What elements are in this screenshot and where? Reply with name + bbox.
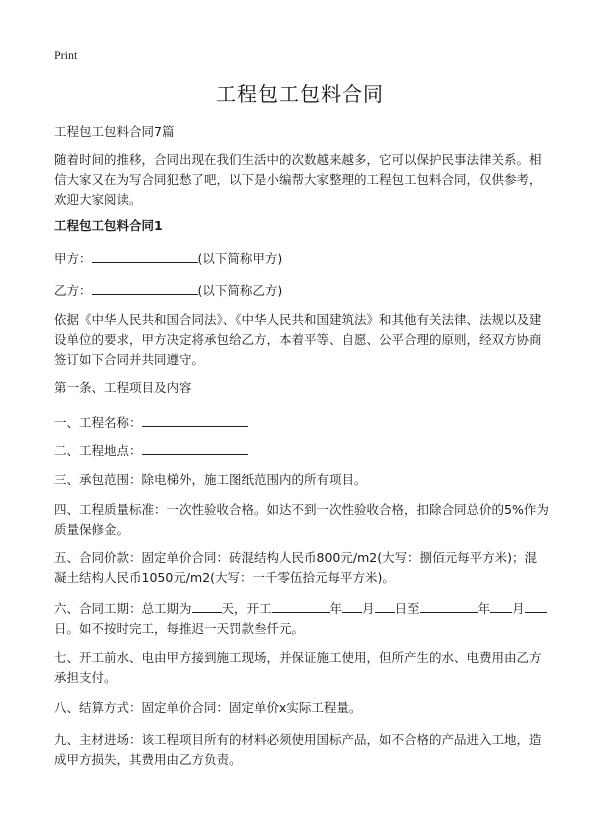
start-month-blank[interactable] xyxy=(342,598,362,613)
item-6-text-e: 日至 xyxy=(394,601,420,616)
item-1-line xyxy=(54,412,549,433)
item-1-label: 一、工程名称： xyxy=(54,415,142,430)
section-heading: 工程包工包料合同1 xyxy=(54,218,163,233)
party-b-suffix: (以下简称乙方) xyxy=(197,283,283,298)
item-4-paragraph: 四、工程质量标准：一次性验收合格。如达不到一次性验收合格，扣除合同总价的5%作为质量保修金。 xyxy=(54,502,549,537)
party-a-line xyxy=(54,248,549,269)
intro-paragraph: 随着时间的推移，合同出现在我们生活中的次数越来越多，它可以保护民事法律关系。相信大家又在为写合同犯愁了吧，以下是小编帮大家整理的工程包工包料合同，仅供参考，欢迎大家阅读。 xyxy=(54,152,542,207)
item-6-text-g: 月 xyxy=(512,601,525,616)
party-b-label: 乙方： xyxy=(54,283,92,298)
document-subtitle: 工程包工包料合同7篇 xyxy=(54,124,175,139)
item-6-text-h: 日。如不按时完工，每推迟一天罚款叁仟元。 xyxy=(54,621,305,636)
party-a-suffix: (以下简称甲方) xyxy=(197,251,283,266)
start-year-blank[interactable] xyxy=(272,598,330,613)
item-6-text-a: 六、合同工期：总工期为 xyxy=(54,601,192,616)
item-9-paragraph: 九、主材进场：该工程项目所有的材料必须使用国标产品，如不合格的产品进入工地，造成甲方损失，其费用由乙方负责。 xyxy=(54,732,542,767)
article-1-heading: 第一条、工程项目及内容 xyxy=(54,380,192,395)
item-2-line xyxy=(54,440,549,461)
document-title: 工程包工包料合同 xyxy=(216,82,384,106)
item-7-paragraph: 七、开工前水、电由甲方接到施工现场，并保证施工使用，但所产生的水、电费用由乙方承担支付。 xyxy=(54,650,542,685)
party-b-line xyxy=(54,280,549,301)
party-b-blank[interactable] xyxy=(92,280,198,295)
end-day-blank[interactable] xyxy=(525,598,547,613)
item-5-paragraph: 五、合同价款：固定单价合同：砖混结构人民币800元/m2(大写：捌佰元每平方米)；混凝土结构人民币1050元/m2(大写：一千零伍拾元每平方米)。 xyxy=(54,550,537,585)
party-a-label: 甲方： xyxy=(54,251,92,266)
item-3-paragraph: 三、承包范围：除电梯外，施工图纸范围内的所有项目。 xyxy=(54,472,367,487)
total-days-blank[interactable] xyxy=(192,598,222,613)
basis-paragraph: 依据《中华人民共和国合同法》、《中华人民共和国建筑法》和其他有关法律、法规以及建设单位的要求，甲方决定将承包给乙方，本着平等、自愿、公平合理的原则，经双方协商签订如下合同并共同遵守。 xyxy=(54,312,542,367)
item-6-paragraph xyxy=(54,598,549,639)
end-year-blank[interactable] xyxy=(420,598,478,613)
party-a-blank[interactable] xyxy=(92,248,198,263)
print-link[interactable]: Print xyxy=(54,48,78,62)
item-2-label: 二、工程地点： xyxy=(54,443,142,458)
item-6-text-f: 年 xyxy=(477,601,491,616)
item-6-text-c: 年 xyxy=(329,601,343,616)
project-location-blank[interactable] xyxy=(142,440,248,455)
start-day-blank[interactable] xyxy=(375,598,395,613)
end-month-blank[interactable] xyxy=(490,598,512,613)
item-6-text-b: 天，开工 xyxy=(221,601,272,616)
item-8-paragraph: 八、结算方式：固定单价合同：固定单价x实际工程量。 xyxy=(54,700,362,715)
project-name-blank[interactable] xyxy=(142,412,248,427)
item-6-text-d: 月 xyxy=(362,601,375,616)
